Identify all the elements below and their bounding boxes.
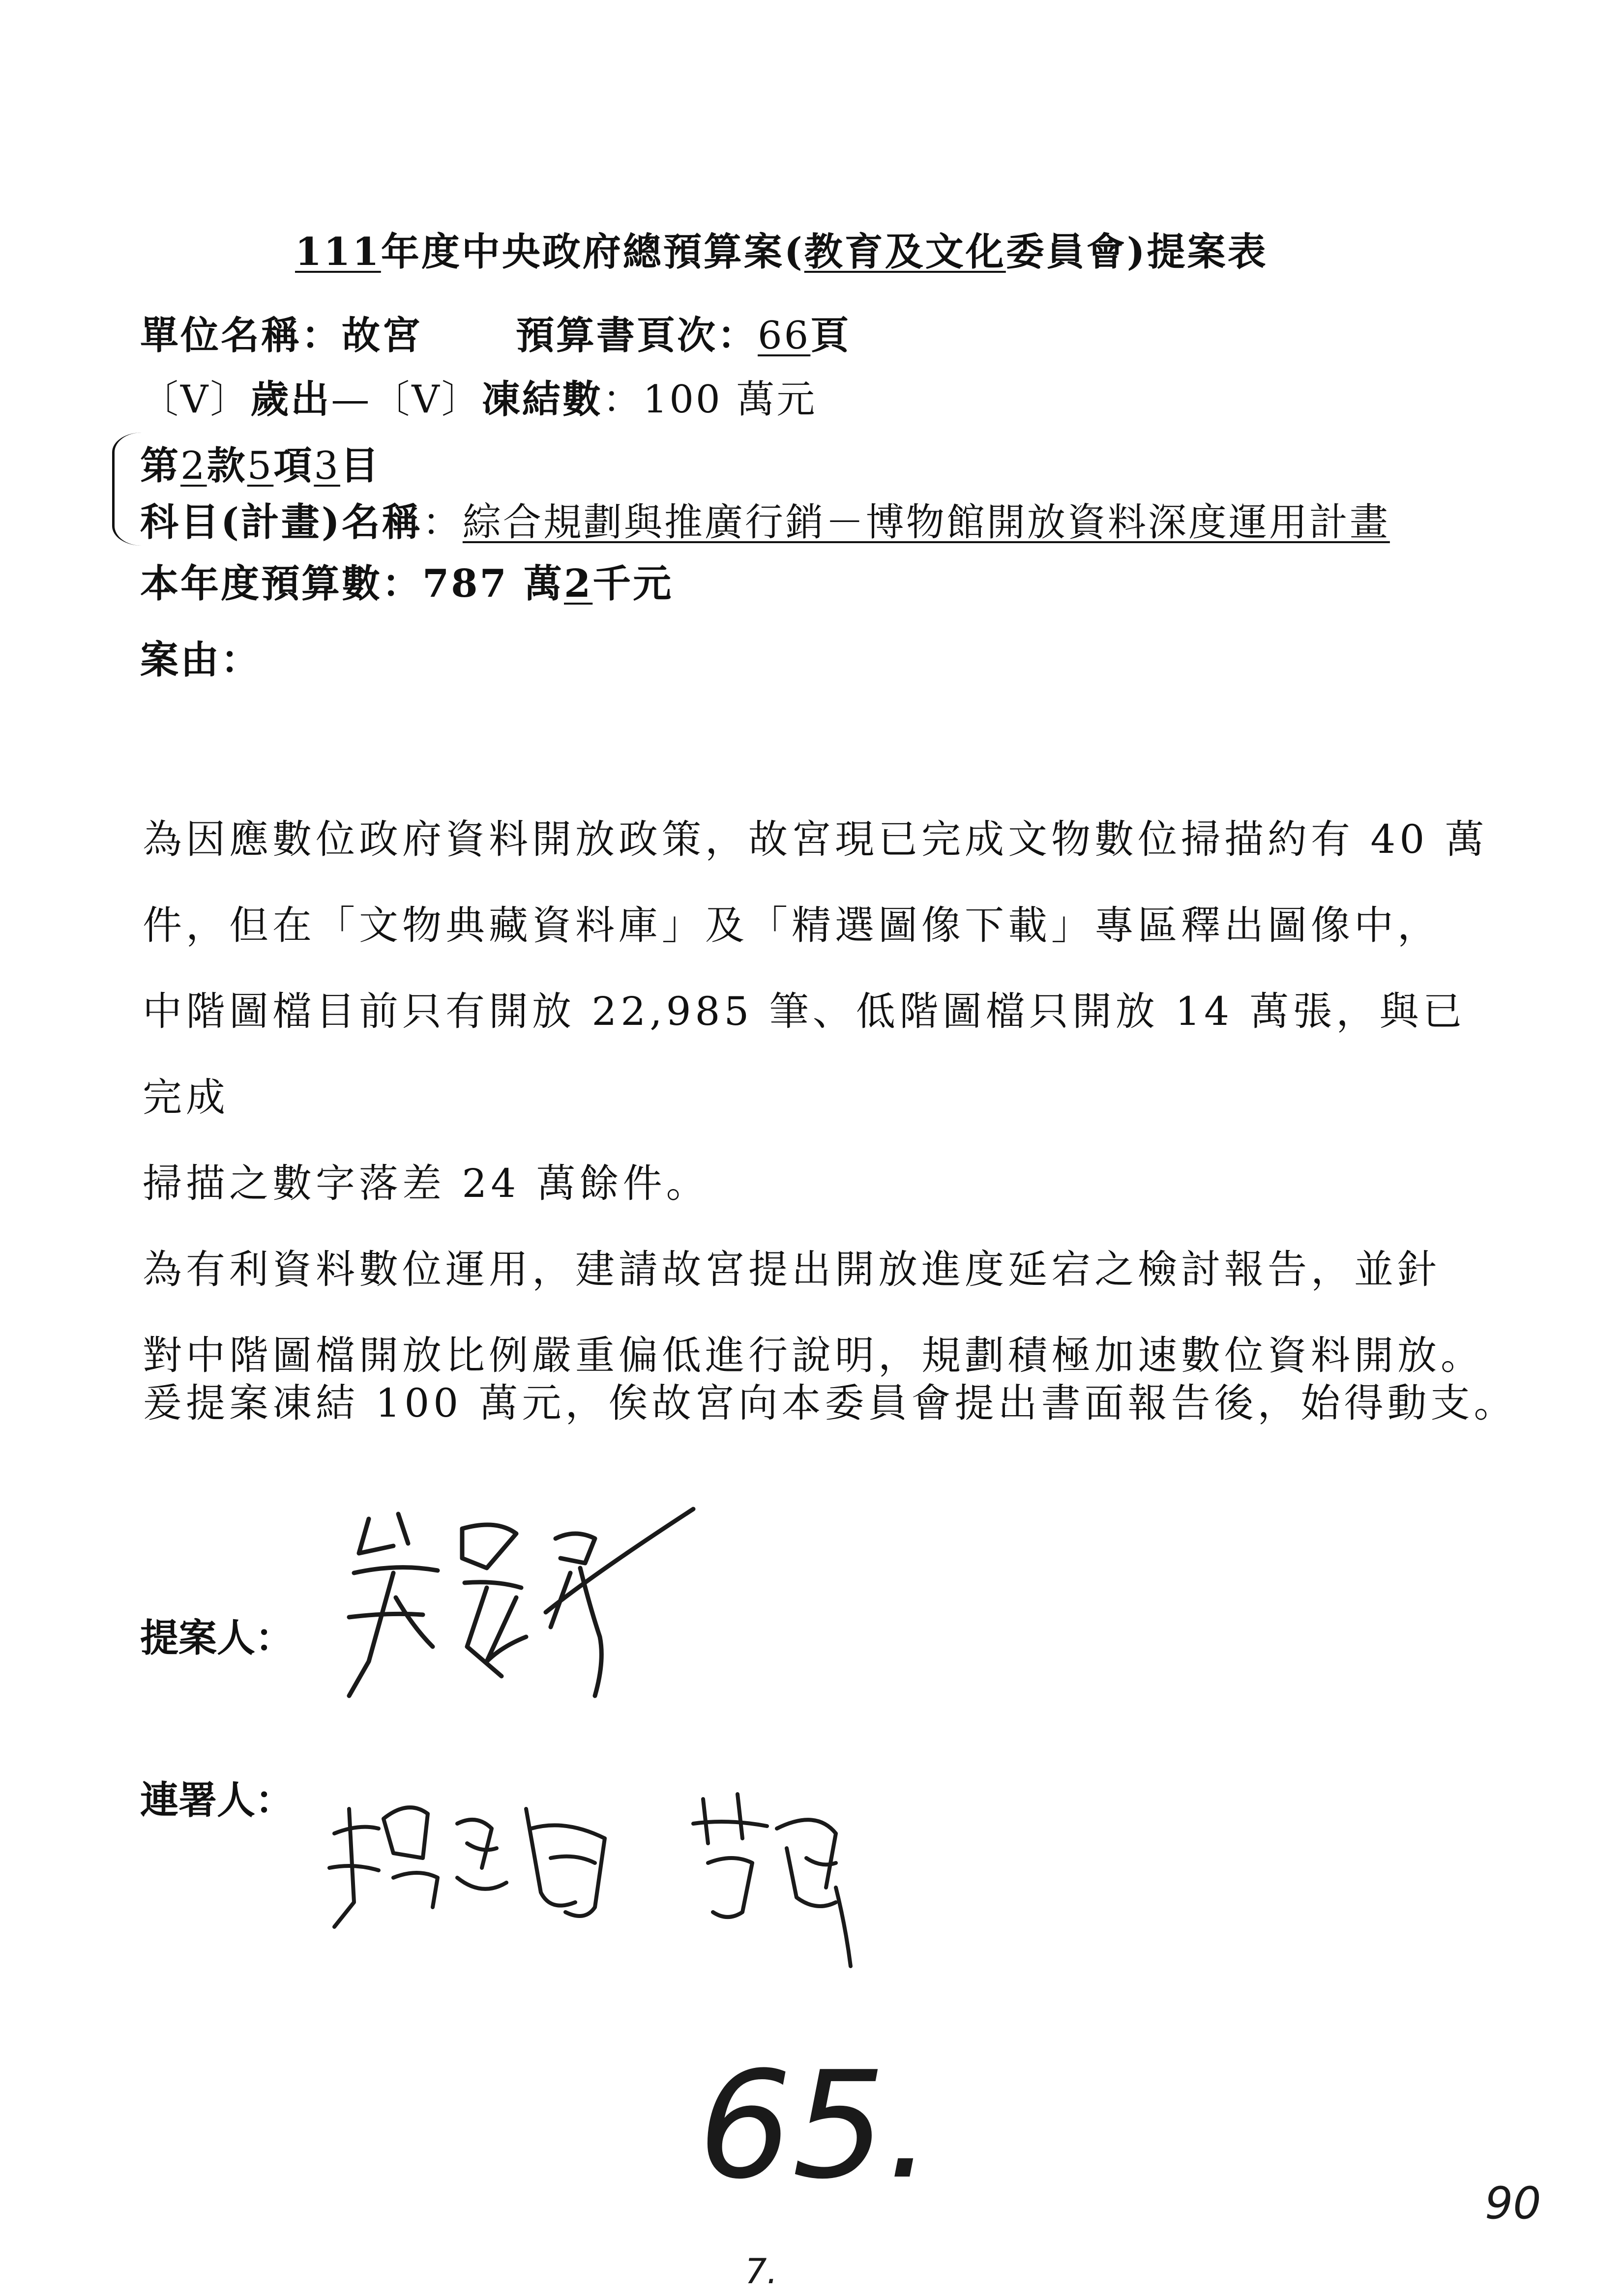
closing-statement: 爰提案凍結 100 萬元，俟故宮向本委員會提出書面報告後，始得動支。	[143, 1380, 1517, 1426]
cosigner-signature-2	[688, 1789, 870, 1976]
title-year: 111	[295, 230, 381, 274]
body-line: 件，但在「文物典藏資料庫」及「精選圖像下載」專區釋出圖像中，	[143, 902, 1441, 948]
unit-line	[140, 305, 851, 360]
subject-line	[140, 492, 1390, 547]
freeze-label: 凍結數	[481, 377, 603, 422]
title-committee: 教育及文化	[804, 230, 1006, 274]
subject-label: 科目(計畫)名稱	[140, 500, 422, 545]
budget-label: 本年度預算數：	[140, 561, 423, 606]
item-brace	[112, 433, 144, 546]
page-value: 66	[758, 314, 811, 358]
cosigner-signature-1	[320, 1779, 639, 1942]
body-line: 中階圖檔目前只有開放 22,985 筆、低階圖檔只開放 14 萬張，與已完成	[143, 988, 1466, 1120]
proposer-signature	[339, 1499, 713, 1725]
reason-body	[143, 796, 1490, 1398]
item-kuan-no: 2	[180, 444, 207, 488]
body-line: 為有利資料數位運用，建請故宮提出開放進度延宕之檢討報告，並針	[143, 1247, 1441, 1292]
body-line: 對中階圖檔開放比例嚴重偏低進行說明，規劃積極加速數位資料開放。	[143, 1333, 1484, 1378]
page-label: 預算書頁次：	[516, 313, 758, 358]
page-suffix: 頁	[810, 313, 851, 358]
handwritten-bottom-mark: 7.	[745, 2251, 778, 2292]
unit-label: 單位名稱：	[140, 313, 342, 358]
freeze-type: 歲出	[250, 377, 331, 422]
freeze-dash: —〔V〕	[331, 378, 482, 422]
budget-value-c: 千元	[592, 561, 674, 606]
budget-value-b: 2	[564, 561, 593, 606]
item-kuan: 款	[207, 443, 247, 488]
item-mu-no: 3	[314, 444, 340, 488]
subject-value: 綜合規劃與推廣行銷－博物館開放資料深度運用計畫	[462, 500, 1390, 545]
handwritten-corner-number: 90	[1485, 2178, 1541, 2229]
body-line: 掃描之數字落差 24 萬餘件。	[143, 1161, 709, 1206]
cosigner-label: 連署人：	[140, 1778, 294, 1823]
body-line: 為因應數位政府資料開放政策，故宮現已完成文物數位掃描約有 40 萬	[143, 816, 1488, 862]
item-mu: 目	[340, 443, 381, 488]
unit-value: 故宮	[342, 313, 423, 358]
item-di: 第	[140, 443, 181, 488]
budget-value-a: 787 萬	[422, 561, 564, 606]
reason-label: 案由：	[140, 638, 262, 682]
title-text-before: 年度中央政府總預算案(	[381, 230, 804, 274]
title-text-after: 委員會)提案表	[1005, 230, 1268, 274]
subject-colon: ：	[422, 500, 463, 545]
item-xiang: 項	[273, 443, 314, 488]
handwritten-number-65: 65.	[698, 2040, 933, 2211]
proposer-label: 提案人：	[140, 1616, 294, 1660]
freeze-prefix: 〔V〕	[140, 378, 251, 422]
budget-line	[140, 553, 673, 608]
item-line	[140, 435, 381, 490]
document-title	[295, 221, 1328, 276]
freeze-line	[140, 369, 817, 424]
freeze-value: ：100 萬元	[602, 378, 817, 422]
item-xiang-no: 5	[247, 444, 274, 488]
